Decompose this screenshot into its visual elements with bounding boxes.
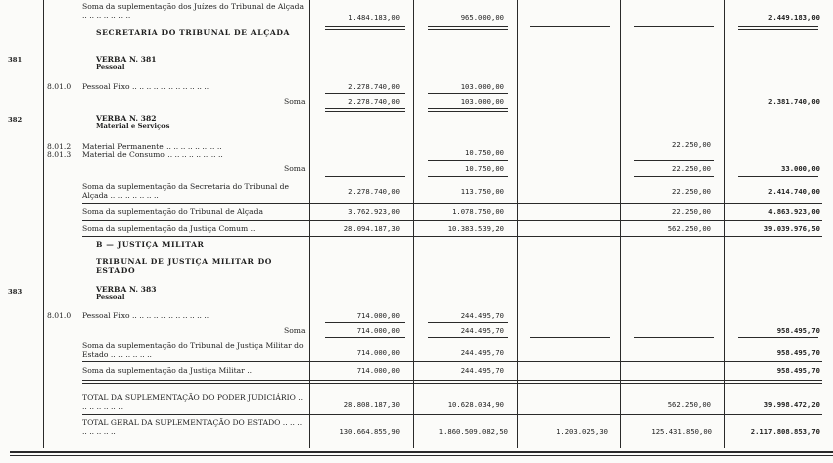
bottom-rule <box>10 451 833 453</box>
cell-value: 10.750,00 <box>465 164 504 173</box>
cell-value: 103.000,00 <box>460 82 504 91</box>
section-heading: TRIBUNAL DE JUSTIÇA MILITAR DO ESTADO <box>96 257 272 275</box>
cell-value: 244.495,70 <box>460 326 504 335</box>
row-divider <box>82 236 822 237</box>
item-code: 8.01.2 <box>47 142 72 151</box>
row-divider <box>82 414 822 415</box>
cell-value: 113.750,00 <box>460 187 504 196</box>
sum-underline <box>634 176 714 177</box>
sum-underline <box>325 322 405 323</box>
cell-value: 714.000,00 <box>356 311 400 320</box>
cell-value: 130.664.855,90 <box>339 427 400 436</box>
section-heading: B — JUSTIÇA MILITAR <box>96 240 205 249</box>
cell-value: 2.278.740,00 <box>348 97 400 106</box>
sum-underline <box>738 29 818 30</box>
sum-underline <box>428 160 508 161</box>
cell-value: 28.808.187,30 <box>343 400 400 409</box>
row-label: Soma da suplementação do Tribunal de Justiça Militar do Estado .. .. .. .. .. .. <box>82 341 304 359</box>
cell-value: 39.998.472,20 <box>763 400 820 409</box>
sum-underline <box>325 111 405 112</box>
cell-value: 3.762.923,00 <box>348 207 400 216</box>
cell-value: 2.414.740,00 <box>768 187 820 196</box>
soma-label: Soma <box>284 97 306 106</box>
cell-value: 22.250,00 <box>672 187 711 196</box>
verba-code: 381 <box>8 56 23 64</box>
sum-underline <box>428 26 508 27</box>
sum-underline <box>428 29 508 30</box>
cell-value: 714.000,00 <box>356 348 400 357</box>
sum-underline <box>428 337 508 338</box>
sum-underline <box>738 176 818 177</box>
cell-value: 28.094.187,30 <box>343 224 400 233</box>
cell-value: 2.117.808.853,70 <box>750 427 820 436</box>
sum-underline <box>634 160 714 161</box>
sum-underline <box>325 337 405 338</box>
row-label: TOTAL GERAL DA SUPLEMENTAÇÃO DO ESTADO .. .. .. .. .. .. .. .. <box>82 418 303 436</box>
sum-underline <box>325 93 405 94</box>
row-label: Soma da suplementação da Justiça Comum .. <box>82 224 256 233</box>
sum-underline <box>738 26 818 27</box>
sum-underline <box>325 176 405 177</box>
row-label: Soma da suplementação da Secretaria do Tribunal de Alçada .. .. .. .. .. .. .. <box>82 182 290 200</box>
row-label: Material de Consumo .. .. .. .. .. .. .. .. <box>82 150 223 159</box>
row-label: Pessoal Fixo .. .. .. .. .. .. .. .. .. .. .. <box>82 82 210 91</box>
cell-value: 958.495,70 <box>776 348 820 357</box>
cell-value: 22.250,00 <box>672 140 711 149</box>
cell-value: 103.000,00 <box>460 97 504 106</box>
sum-underline <box>325 29 405 30</box>
sum-underline <box>428 108 508 109</box>
verba-title: VERBA N. 382 <box>96 114 157 123</box>
row-label: TOTAL DA SUPLEMENTAÇÃO DO PODER JUDICIÁRIO .. .. .. .. .. .. .. <box>82 393 304 411</box>
cell-value: 39.039.976,50 <box>763 224 820 233</box>
sum-underline <box>634 337 714 338</box>
sum-underline <box>634 26 714 27</box>
verba-code: 383 <box>8 288 23 296</box>
verba-code: 382 <box>8 116 23 124</box>
verba-subtitle: Pessoal <box>96 63 125 71</box>
sum-underline <box>738 337 818 338</box>
cell-value: 125.431.850,00 <box>651 427 712 436</box>
cell-value: 2.278.740,00 <box>348 82 400 91</box>
cell-value: 714.000,00 <box>356 366 400 375</box>
cell-value: 965.000,00 <box>460 13 504 22</box>
sum-underline <box>428 176 508 177</box>
cell-value: 1.484.183,00 <box>348 13 400 22</box>
cell-value: 958.495,70 <box>776 366 820 375</box>
cell-value: 562.250,00 <box>667 224 711 233</box>
cell-value: 714.000,00 <box>356 326 400 335</box>
rule-left-margin <box>43 0 44 448</box>
section-heading: SECRETARIA DO TRIBUNAL DE ALÇADA <box>96 28 291 37</box>
cell-value: 958.495,70 <box>776 326 820 335</box>
row-label: Soma da suplementação dos Juízes do Tribunal de Alçada .. .. .. .. .. .. .. <box>82 2 304 20</box>
verba-subtitle: Pessoal <box>96 293 125 301</box>
row-divider <box>82 383 822 384</box>
row-label: Material Permanente .. .. .. .. .. .. .. .. <box>82 142 222 151</box>
cell-value: 2.381.740,00 <box>768 97 820 106</box>
sum-underline <box>428 93 508 94</box>
verba-subtitle: Material e Serviços <box>96 122 170 130</box>
cell-value: 33.000,00 <box>781 164 820 173</box>
row-divider <box>82 380 822 381</box>
soma-label: Soma <box>284 326 306 335</box>
cell-value: 1.078.750,00 <box>452 207 504 216</box>
cell-value: 10.383.539,20 <box>447 224 504 233</box>
verba-title: VERBA N. 381 <box>96 55 157 64</box>
cell-value: 22.250,00 <box>672 164 711 173</box>
item-code: 8.01.3 <box>47 150 72 159</box>
row-label: Soma da suplementação do Tribunal de Alçada <box>82 207 264 216</box>
cell-value: 1.860.509.082,50 <box>438 427 508 436</box>
soma-label: Soma <box>284 164 306 173</box>
cell-value: 1.203.025,30 <box>556 427 608 436</box>
cell-value: 244.495,70 <box>460 366 504 375</box>
cell-value: 244.495,70 <box>460 348 504 357</box>
cell-value: 10.628.034,90 <box>447 400 504 409</box>
cell-value: 4.863.923,00 <box>768 207 820 216</box>
row-label: Soma da suplementação da Justiça Militar .. <box>82 366 253 375</box>
cell-value: 562.250,00 <box>667 400 711 409</box>
cell-value: 10.750,00 <box>465 148 504 157</box>
sum-underline <box>428 322 508 323</box>
item-code: 8.01.0 <box>47 82 72 91</box>
row-label: Pessoal Fixo .. .. .. .. .. .. .. .. .. .. .. <box>82 311 210 320</box>
item-code: 8.01.0 <box>47 311 72 320</box>
cell-value: 244.495,70 <box>460 311 504 320</box>
cell-value: 22.250,00 <box>672 207 711 216</box>
sum-underline <box>325 26 405 27</box>
row-divider <box>82 361 822 362</box>
verba-title: VERBA N. 383 <box>96 285 157 294</box>
sum-underline <box>530 26 610 27</box>
cell-value: 2.449.183,00 <box>768 13 820 22</box>
sum-underline <box>530 337 610 338</box>
row-divider <box>82 203 822 204</box>
sum-underline <box>428 111 508 112</box>
row-divider <box>82 220 822 221</box>
sum-underline <box>325 108 405 109</box>
bottom-rule-2 <box>10 455 833 456</box>
cell-value: 2.278.740,00 <box>348 187 400 196</box>
